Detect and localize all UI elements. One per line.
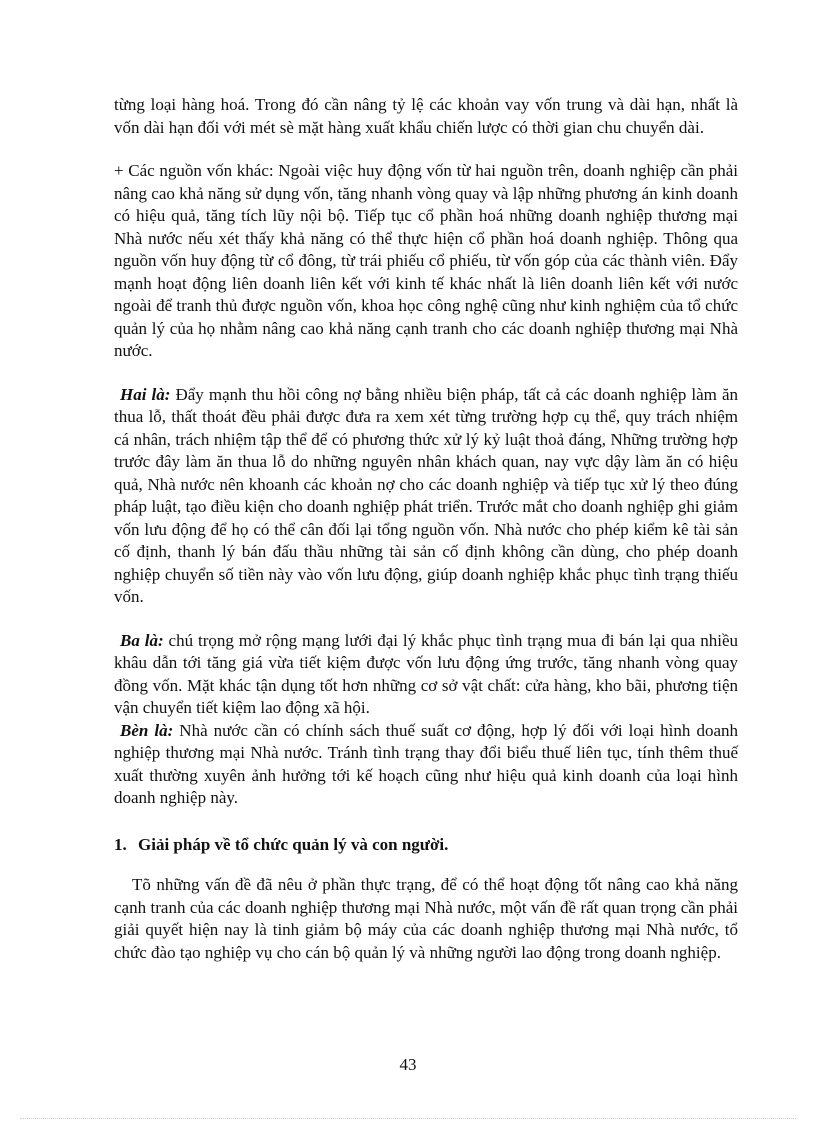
section-heading — [114, 834, 738, 857]
paragraph-organization: Tõ những vấn đề đã nêu ở phần thực trạng, để có thể hoạt động tốt nâng cao khả năng cạnh tranh của các doanh nghiệp thương mại Nhà nước, một vấn đề rất quan trọng cần phải giải quyết hiện nay là tinh giảm bộ máy của các doanh nghiệp thương mại Nhà nước, tổ chức đào tạo nghiệp vụ cho cán bộ quản lý và những người lao động trong doanh nghiệp. — [114, 875, 738, 962]
footer-divider — [20, 1118, 796, 1119]
document-page — [114, 94, 738, 964]
text-bon-la: Nhà nước cần có chính sách thuế suất cơ động, hợp lý đối với loại hình doanh nghiệp thương mại Nhà nước. Tránh tình trạng thay đổi biểu thuế liên tục, tính thêm thuế xuất thường xuyên ảnh hưởng tới kế hoạch cũng như hiệu quả kinh doanh của loại hình doanh nghiệp này. — [114, 720, 738, 807]
text-ba-la: chú trọng mở rộng mạng lưới đại lý khắc phục tình trạng mua đi bán lại qua nhiều khâu dẫn tới tăng giá vừa tiết kiệm được vốn lưu động ứng trước, tăng nhanh vòng quay đồng vốn. Mặt khác tận dụng tốt hơn những cơ sở vật chất: cửa hàng, kho bãi, phương tiện vận chuyển tiết kiệm lao động xã hội. — [114, 630, 738, 717]
section-heading-number: 1. — [114, 834, 127, 854]
page-number: 43 — [399, 1055, 417, 1074]
paragraph-other-capital-sources: + Các nguồn vốn khác: Ngoài việc huy động vốn từ hai nguồn trên, doanh nghiệp cần phải nâng cao khả năng sử dụng vốn, tăng nhanh vòng quay và lập những phương án kinh doanh có hiệu quả, tăng tích lũy nội bộ. Tiếp tục cổ phần hoá những doanh nghiệp thương mại Nhà nước nếu xét thấy khả năng có thể thực hiện cổ phần hoá doanh nghiệp. Thông qua nguồn vốn huy động từ cổ đông, từ trái phiếu cổ phiếu, từ vốn góp của các thành viên. Đẩy mạnh hoạt động liên doanh liên kết với kinh tế khác nhất là liên doanh liên kết với nước ngoài để tranh thủ được nguồn vốn, khoa học công nghệ cũng như kinh nghiệm của tổ chức quản lý của họ nhằm nâng cao khả năng cạnh tranh cho các doanh nghiệp thương mại Nhà nước. — [114, 161, 738, 360]
text-hai-la: Đẩy mạnh thu hồi công nợ bằng nhiều biện pháp, tất cả các doanh nghiệp làm ăn thua lỗ, thất thoát đều phải được đưa ra xem xét từng trường hợp cụ thể, quy trách nhiệm cá nhân, trách nhiệm tập thể để có phương thức xử lý kỷ luật thoả đáng, Những trường hợp trước đây làm ăn thua lỗ do những nguyên nhân khách quan, nay vực dậy làm ăn có hiệu quả, Nhà nước nên khoanh các khoản nợ cho các doanh nghiệp và tiếp tục xử lý theo đúng pháp luật, tạo điều kiện cho doanh nghiệp phát triển. Trước mắt cho doanh nghiệp ghi giảm vốn lưu động để họ có thể cân đối lại tổng nguồn vốn. Nhà nước cho phép kiểm kê tài sản cố định, thanh lý bán đấu thầu những tài sản cố định không cần dùng, cho phép doanh nghiệp chuyển số tiền này vào vốn lưu động, giúp doanh nghiệp khắc phục tình trạng thiếu vốn. — [114, 384, 738, 606]
paragraph-loan-continuation: từng loại hàng hoá. Trong đó cần nâng tỷ lệ các khoản vay vốn trung và dài hạn, nhất là vốn dài hạn đối với mét sè mặt hàng xuất khẩu chiến lược có thời gian chu chuyển dài. — [114, 95, 738, 137]
lead-bon-la: Bèn là: — [120, 720, 174, 740]
paragraph-hai-la — [114, 384, 738, 609]
lead-hai-la: Hai là: — [120, 384, 171, 404]
lead-ba-la: Ba là: — [120, 630, 164, 650]
paragraph-bon-la — [114, 720, 738, 810]
paragraph-ba-la — [114, 630, 738, 720]
section-heading-text: Giải pháp về tổ chức quản lý và con người. — [138, 834, 449, 854]
